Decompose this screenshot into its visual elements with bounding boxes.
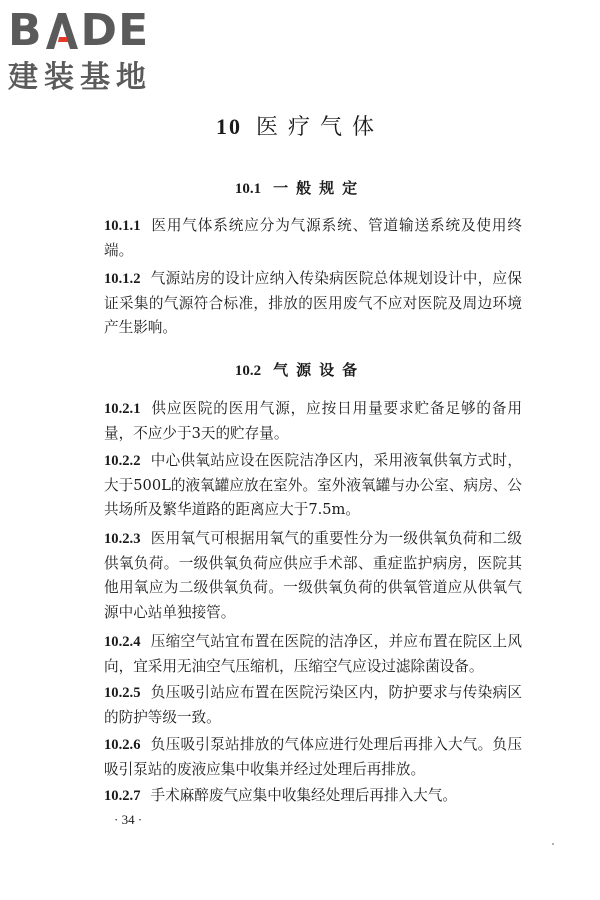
clause-paragraph [104,214,522,263]
section-heading [0,359,600,380]
chapter-number: 10 [215,114,242,139]
clause-text: 气源站房的设计应纳入传染病医院总体规划设计中，应保证采集的气源符合标准，排放的医用废气不应对医院及周边环境产生影响。 [104,270,522,336]
clause-number: 10.2.3 [104,531,141,547]
clause-text: 负压吸引站应布置在医院污染区内，防护要求与传染病区的防护等级一致。 [104,684,522,726]
chapter-title [0,110,600,141]
section-title-text: 一般规定 [273,179,366,197]
clause-paragraph [104,784,522,809]
logo-letter: B [8,5,43,56]
clause-text: 医用氧气可根据用氧气的重要性分为一级供氧负荷和二级供氧负荷。一级供氧负荷应供应手术部、重症监护病房，医院其他用氧应为二级供氧负荷。一级供氧负荷的供氧管道应从供氧气源中心站单独接管。 [104,530,522,621]
clause-number: 10.1.1 [104,218,141,234]
brand-logo [8,6,178,96]
clause-text: 负压吸引泵站排放的气体应进行处理后再排入大气。负压吸引泵站的废液应集中收集并经过处理后再排放。 [104,736,522,778]
clause-paragraph [104,397,522,446]
logo-wordmark [8,6,178,56]
logo-chinese-text: 建装基地 [8,60,152,95]
chapter-title-text: 医疗气体 [255,115,384,140]
clause-number: 10.2.6 [104,737,141,753]
clause-text: 中心供氧站应设在医院洁净区内，采用液氧供氧方式时，大于500L的液氧罐应放在室外。室外液氧罐与办公室、病房、公共场所及繁华道路的距离应大于7.5m。 [104,452,522,518]
clause-number: 10.2.7 [104,788,141,804]
section-number: 10.1 [234,181,262,197]
section-title-text: 气源设备 [273,361,366,379]
clause-number: 10.1.2 [104,271,141,287]
clause-text: 供应医院的医用气源，应按日用量要求贮备足够的备用量，不应少于3天的贮存量。 [104,400,522,442]
section-heading [0,177,600,198]
clause-number: 10.2.5 [104,685,141,701]
clause-paragraph [104,267,522,341]
clause-number: 10.2.1 [104,401,141,417]
clause-number: 10.2.2 [104,453,141,469]
clause-number: 10.2.4 [104,634,141,650]
scan-speck [552,843,554,845]
clause-text: 医用气体系统应分为气源系统、管道输送系统及使用终端。 [104,217,522,259]
section-number: 10.2 [234,363,262,379]
clause-paragraph [104,733,522,782]
clause-paragraph [104,681,522,730]
clause-paragraph [104,527,522,625]
logo-letters: DE [80,5,150,56]
clause-paragraph [104,630,522,679]
clause-text: 手术麻醉废气应集中收集经处理后再排入大气。 [150,787,457,804]
page-number: · 34 · [114,812,143,827]
clause-text: 压缩空气站宜布置在医院的洁净区，并应布置在院区上风向，宜采用无油空气压缩机，压缩空气应设过滤除菌设备。 [104,633,522,675]
logo-a-icon [45,11,79,51]
clause-paragraph [104,449,522,523]
